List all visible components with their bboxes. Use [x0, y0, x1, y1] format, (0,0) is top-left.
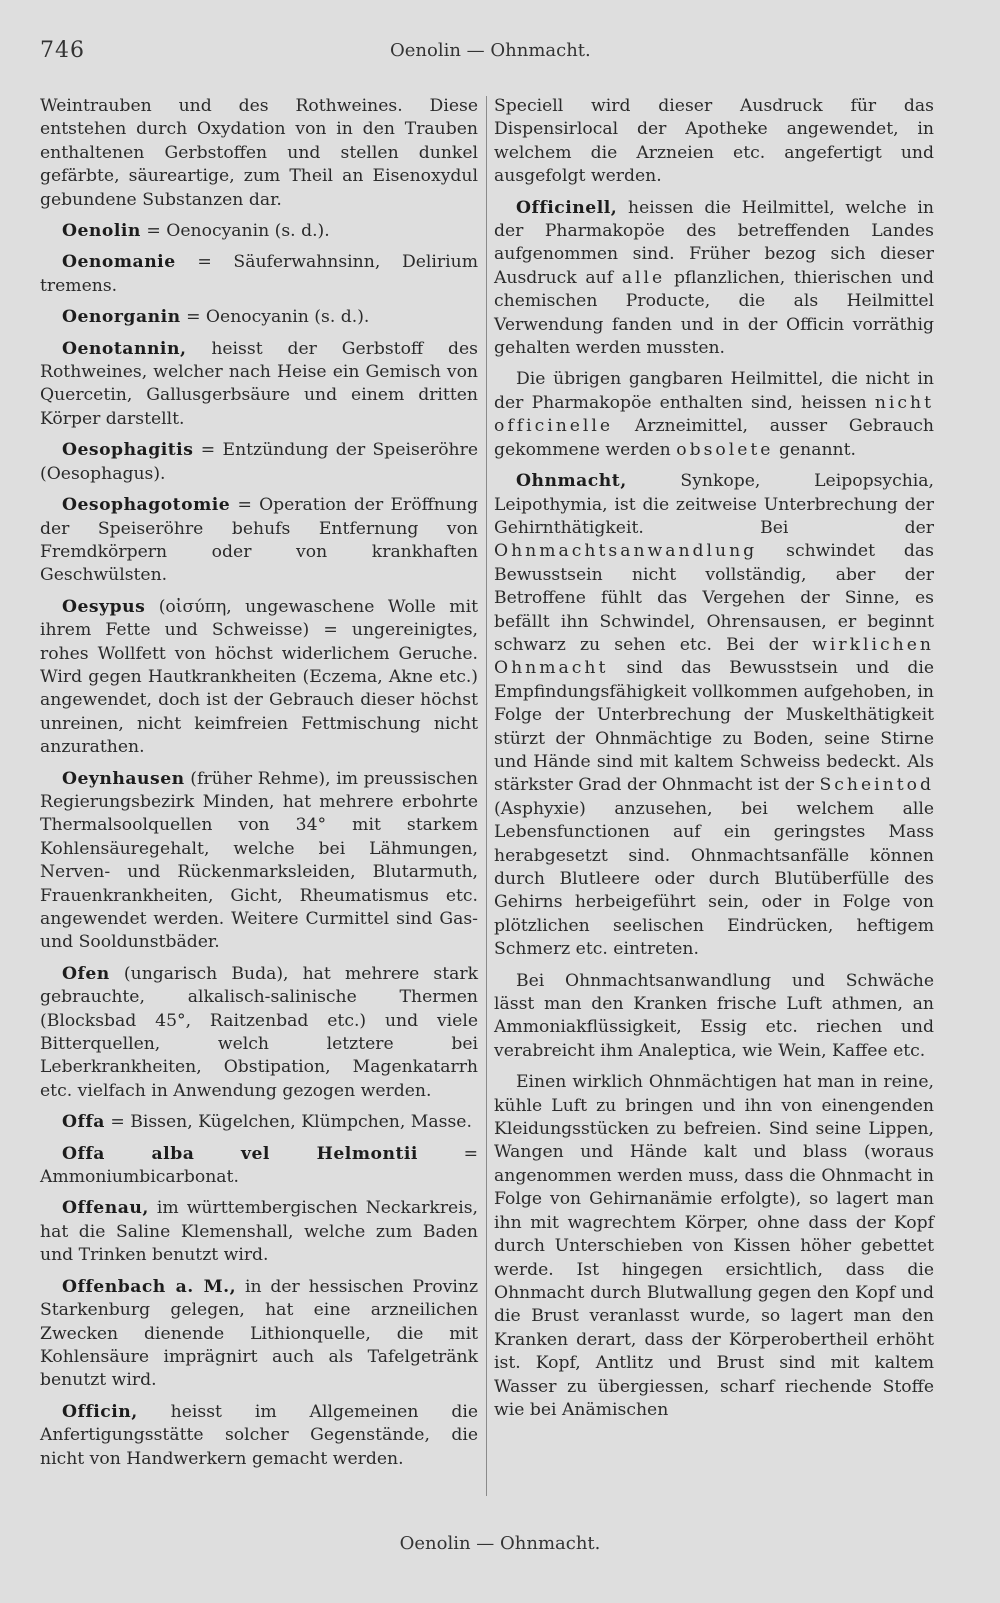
- entry-text: genannt.: [773, 439, 856, 460]
- headword: Oenomanie: [62, 252, 176, 273]
- entry-text: (Asphyxie) anzusehen, bei welchem alle Lebensfunctionen auf ein geringstes Mass herabgesetzt sind. Ohnmachtsanfälle können durch Blutleere oder durch Blutüberfülle des Gehirns herbeigeführt sein, oder in Folge von plötzlichen seelischen Eindrücken, heftigem Schmerz etc. eintreten.: [494, 798, 934, 960]
- page-footer: Oenolin — Ohnmacht.: [399, 1533, 601, 1554]
- entry-continuation: [40, 95, 478, 212]
- column-divider: [486, 96, 487, 1496]
- entry-continuation: [494, 95, 934, 189]
- paragraph: [494, 368, 934, 462]
- entry-text: (ungarisch Buda), hat mehrere stark gebrauchte, alkalisch-salinische Thermen (Blocksbad 45°, Raitzenbad etc.) und viele Bitterquellen, welch letztere bei Leberkrankheiten, Obstipation, Magenkatarrh etc. vielfach in Anwendung gezogen werden.: [40, 963, 478, 1101]
- headword: Offenau,: [62, 1198, 149, 1219]
- entry-text: heisst der Gerbstoff des Rothweines, welcher nach Heise ein Gemisch von Quercetin, Gallusgerbsäure und einem dritten Körper darstellt.: [40, 338, 478, 429]
- entry-offenbach: [40, 1276, 478, 1393]
- entry-oenolin: [40, 220, 478, 243]
- headword: Oesypus: [62, 596, 146, 617]
- headword: Offa: [62, 1112, 105, 1133]
- spaced-emphasis: obsolete: [676, 439, 774, 460]
- left-column: [40, 95, 478, 1479]
- entry-offa-alba: [40, 1143, 478, 1190]
- spaced-emphasis: Scheintod: [819, 775, 934, 796]
- entry-officinell: [494, 197, 934, 361]
- entry-text: Arzneimittel, ausser Gebrauch gekommene werden: [494, 416, 934, 460]
- headword: Oesophagitis: [62, 440, 194, 461]
- entry-oesophagitis: [40, 439, 478, 486]
- entry-text: = Oenocyanin (s. d.).: [180, 307, 370, 328]
- entry-text: Einen wirklich Ohnmächtigen hat man in reine, kühle Luft zu bringen und ihn von einengenden Kleidungsstücken zu befreien. Sind seine Lippen, Wangen und Hände kalt und blass (woraus angenommen werden muss, dass die Ohnmacht in Folge von Gehirnanämie erfolgte), so lagert man ihn mit wagrechtem Körper, ohne dass der Kopf durch Unterschieben von Kissen höher gebettet werde. Ist hingegen ersichtlich, dass die Ohnmacht durch Blutwallung gegen den Kopf und die Brust veranlasst wurde, so lagert man den Kranken derart, dass der Körperobertheil erhöht ist. Kopf, Antlitz und Brust sind mit kaltem Wasser zu übergiessen, scharf riechende Stoffe wie bei Anämischen: [494, 1072, 934, 1420]
- headword: Oenolin: [62, 221, 141, 242]
- headword: Offa alba vel Helmontii: [62, 1143, 418, 1164]
- entry-oesypus: [40, 596, 478, 760]
- entry-text: = Ammoniumbicarbonat.: [40, 1143, 478, 1188]
- spaced-emphasis: nicht officinelle: [494, 392, 934, 437]
- headword: Oeynhausen: [62, 768, 185, 789]
- entry-text: (früher Rehme), im preussischen Regierungsbezirk Minden, hat mehrere erbohrte Thermalsoolquellen von 34° mit starkem Kohlensäuregehalt, welche bei Lähmungen, Nerven- und Rückenmarksleiden, Blutarmuth, Frauenkrankheiten, Gicht, Rheumatismus etc. angewendet werden. Weitere Curmittel sind Gas- und Sooldunstbäder.: [40, 768, 478, 953]
- running-head: Oenolin — Ohnmacht.: [390, 40, 591, 61]
- entry-oeynhausen: [40, 768, 478, 955]
- page-header: [40, 38, 960, 70]
- entry-text: pflanzlichen, thierischen und chemischen Producte, die als Heilmittel Verwendung fanden und in der Officin vorräthig gehalten werden mussten.: [494, 267, 934, 359]
- entry-text: = Säuferwahnsinn, Delirium tremens.: [40, 252, 478, 296]
- entry-text: im württembergischen Neckarkreis, hat die Saline Klemenshall, welche zum Baden und Trinken benutzt wird.: [40, 1198, 478, 1266]
- entry-officin: [40, 1401, 478, 1471]
- spaced-emphasis: wirklichen Ohnmacht: [494, 634, 934, 679]
- paragraph: [494, 1071, 934, 1422]
- entry-oenorganin: [40, 306, 478, 329]
- entry-text: = Bissen, Kügelchen, Klümpchen, Masse.: [104, 1112, 472, 1133]
- entry-oenomanie: [40, 251, 478, 298]
- headword: Offenbach a. M.,: [62, 1276, 237, 1297]
- headword: Ohnmacht,: [516, 471, 627, 492]
- entry-ofen: [40, 963, 478, 1103]
- headword: Officin,: [62, 1401, 138, 1422]
- entry-text: heissen die Heilmittel, welche in der Pharmakopöe des betreffenden Landes aufgenommen sind. Früher bezog sich dieser Ausdruck auf: [494, 197, 934, 288]
- entry-text: Speciell wird dieser Ausdruck für das Dispensirlocal der Apotheke angewendet, in welchem die Arzneien etc. angefertigt und ausgefolgt werden.: [494, 96, 934, 187]
- entry-text: Weintrauben und des Rothweines. Diese entstehen durch Oxydation von in den Trauben enthaltenen Gerbstoffen und stellen dunkel gefärbte, säureartige, zum Theil an Eisenoxydul gebundene Substanzen dar.: [40, 96, 478, 210]
- page-number: 746: [40, 38, 85, 63]
- entry-offenau: [40, 1197, 478, 1267]
- entry-text: Die übrigen gangbaren Heilmittel, die nicht in der Pharmakopöe enthalten sind, heissen: [494, 369, 934, 413]
- right-column: [494, 95, 934, 1430]
- headword: Officinell,: [516, 197, 618, 218]
- entry-text: heisst im Allgemeinen die Anfertigungsstätte solcher Gegenstände, die nicht von Handwerkern gemacht werden.: [40, 1401, 478, 1469]
- headword: Oenotannin,: [62, 338, 187, 359]
- headword: Oenorganin: [62, 307, 181, 328]
- entry-text: sind das Bewusstsein und die Empfindungsfähigkeit vollkommen aufgehoben, in Folge der Unterbrechung der Muskelthätigkeit stürzt der Ohnmächtige zu Boden, seine Stirne und Hände sind mit kaltem Schweiss bedeckt. Als stärkster Grad der Ohnmacht ist der: [494, 658, 934, 796]
- entry-text: in der hessischen Provinz Starkenburg gelegen, hat eine arzneilichen Zwecken dienende Lithionquelle, die mit Kohlensäure imprägnirt auch als Tafelgetränk benutzt wird.: [40, 1276, 478, 1391]
- entry-text: Synkope, Leipopsychia, Leipothymia, ist die zeitweise Unterbrechung der Gehirnthätigkeit. Bei der: [494, 471, 934, 538]
- entry-text: = Operation der Eröffnung der Speiseröhre behufs Entfernung von Fremdkörpern oder von krankhaften Geschwülsten.: [40, 495, 478, 586]
- entry-oesophagotomie: [40, 494, 478, 588]
- entry-ohnmacht: [494, 470, 934, 962]
- headword: Ofen: [62, 963, 110, 984]
- entry-text: Bei Ohnmachtsanwandlung und Schwäche lässt man den Kranken frische Luft athmen, an Ammoniakflüssigkeit, Essig etc. riechen und verabreicht ihm Analeptica, wie Wein, Kaffee etc.: [494, 970, 934, 1061]
- entry-text: schwindet das Bewusstsein nicht vollständig, aber der Betroffene fühlt das Vergehen der Sinne, es befällt ihn Schwindel, Ohrensausen, er beginnt schwarz zu sehen etc. Bei der: [494, 541, 934, 655]
- spaced-emphasis: Ohnmachtsanwandlung: [494, 541, 758, 562]
- paragraph: [494, 970, 934, 1064]
- entry-text: = Entzündung der Speiseröhre (Oesophagus).: [40, 440, 478, 484]
- headword: Oesophagotomie: [62, 495, 231, 516]
- entry-text: = Oenocyanin (s. d.).: [140, 221, 330, 242]
- entry-text: (οἰσύπη, ungewaschene Wolle mit ihrem Fette und Schweisse) = ungereinigtes, rohes Wollfett von höchst widerlichem Geruche. Wird gegen Hautkrankheiten (Eczema, Akne etc.) angewendet, doch ist der Gebrauch dieser höchst unreinen, nicht keimfreien Fettmischung nicht anzurathen.: [40, 596, 478, 758]
- entry-oenotannin: [40, 338, 478, 432]
- spaced-emphasis: alle: [621, 267, 666, 288]
- entry-offa: [40, 1111, 478, 1134]
